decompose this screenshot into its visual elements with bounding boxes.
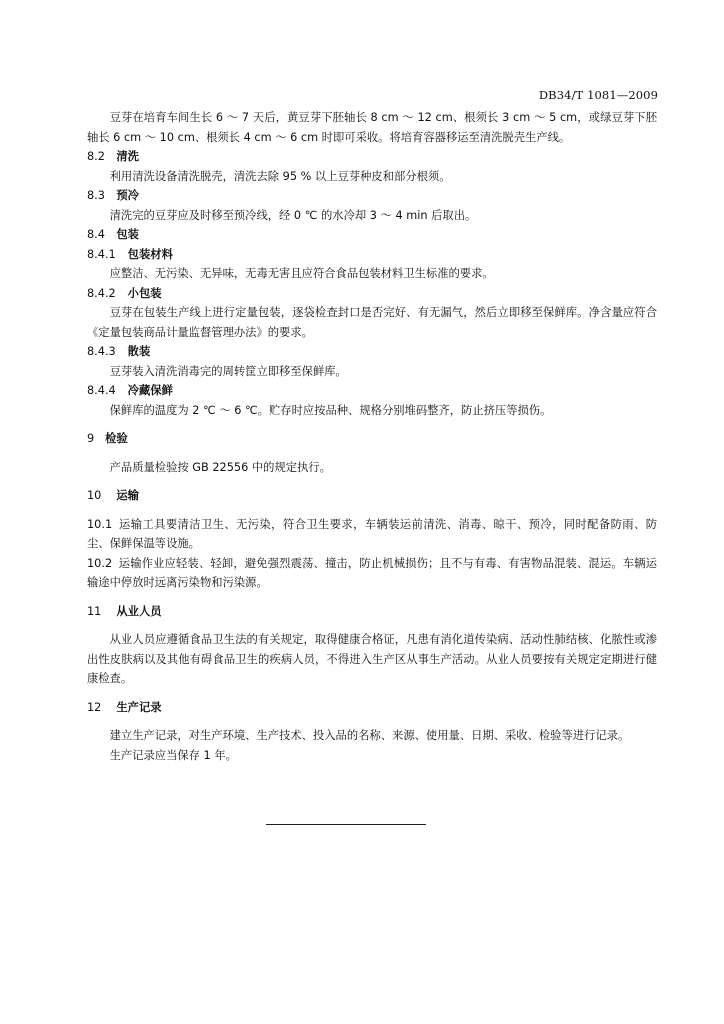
paragraph-inspection: 产品质量检验按 GB 22556 中的规定执行。 [109,460,331,474]
section-number: 8.4.1 [87,247,116,261]
clause-10-2 [87,554,657,593]
clause-text: 运输工具要清洁卫生、无污染，符合卫生要求，车辆装运前清洗、消毒、晾干、预冷，同时配备防雨、防尘、保鲜保温等设施。 [87,517,657,550]
section-title: 检验 [105,432,128,445]
section-number: 11 [87,604,102,618]
section-number: 12 [87,700,102,714]
section-heading-8-4-3 [87,342,657,362]
section-title: 运输 [116,489,139,502]
paragraph-harvest: 豆芽在培育车间生长 6 ～ 7 天后，黄豆芽下胚轴长 8 cm ～ 12 cm、根须长 3 cm ～ 5 cm，或绿豆芽下胚轴长 6 cm ～ 10 cm、根须长 4 cm ～ 6 cm 时即可采收。将培育容器移运至清洗脱壳生产线。 [87,111,657,144]
section-heading-8-4-1 [87,245,657,265]
paragraph-small-package: 豆芽在包装生产线上进行定量包装，逐袋检查封口是否完好、有无漏气，然后立即移至保鲜库。净含量应符合《定量包装商品计量监督管理办法》的要求。 [87,306,657,339]
section-heading-12 [87,698,657,718]
section-heading-8-2 [87,147,657,167]
section-heading-8-4-2 [87,284,657,304]
section-number: 9 [87,432,95,445]
section-number: 10 [87,489,102,502]
paragraph-cold-storage: 保鲜库的温度为 2 ℃ ～ 6 ℃。贮存时应按品种、规格分别堆码整齐，防止挤压等损伤。 [109,403,552,417]
section-heading-8-4-4 [87,381,657,401]
section-title: 包装 [116,228,139,241]
clause-text: 运输作业应轻装、轻卸，避免强烈震荡、撞击，防止机械损伤；且不与有毒、有害物品混装、混运。车辆运输途中停放时远离污染物和污染源。 [87,556,657,589]
paragraph-packaging-material: 应整洁、无污染、无异味，无毒无害且应符合食品包装材料卫生标准的要求。 [109,267,494,280]
section-heading-10 [87,486,657,506]
section-number: 8.4 [87,228,105,241]
section-title: 清洗 [116,150,139,163]
section-heading-9 [87,429,657,449]
section-title: 预冷 [116,189,139,202]
section-heading-8-4 [87,225,657,245]
section-title: 从业人员 [116,604,162,618]
paragraph-personnel: 从业人员应遵循食品卫生法的有关规定，取得健康合格证，凡患有消化道传染病、活动性肺结核、化脓性或渗出性皮肤病以及其他有碍食品卫生的疾病人员，不得进入生产区从事生产活动。从业人员要按有关规定定期进行健康检查。 [87,633,657,685]
section-title: 冷藏保鲜 [127,384,173,397]
section-number: 10.1 [87,517,113,531]
section-number: 10.2 [87,556,113,570]
section-number: 8.3 [87,189,105,202]
paragraph-records-retention: 生产记录应当保存 1 年。 [109,748,237,762]
section-heading-11 [87,602,657,622]
end-rule [266,824,426,825]
clause-10-1 [87,515,657,554]
paragraph-precooling: 清洗完的豆芽应及时移至预冷线，经 0 ℃ 的水冷却 3 ～ 4 min 后取出。 [109,208,477,222]
document-body [87,108,657,765]
paragraph-records: 建立生产记录，对生产环境、生产技术、投入品的名称、来源、使用量、日期、采收、检验等进行记录。 [109,729,630,742]
section-heading-8-3 [87,186,657,206]
paragraph-cleaning: 利用清洗设备清洗脱壳，清洗去除 95 % 以上豆芽种皮和部分根须。 [109,169,451,183]
section-number: 8.4.4 [87,384,116,397]
section-number: 8.4.2 [87,286,116,300]
section-title: 包装材料 [127,247,173,261]
section-title: 生产记录 [116,700,162,714]
section-number: 8.4.3 [87,345,116,358]
section-title: 散装 [127,345,151,358]
document-code: DB34/T 1081—2009 [538,88,658,102]
section-number: 8.2 [87,150,105,163]
paragraph-bulk: 豆芽装入清洗消毒完的周转筐立即移至保鲜库。 [109,364,347,378]
section-title: 小包装 [127,286,162,300]
